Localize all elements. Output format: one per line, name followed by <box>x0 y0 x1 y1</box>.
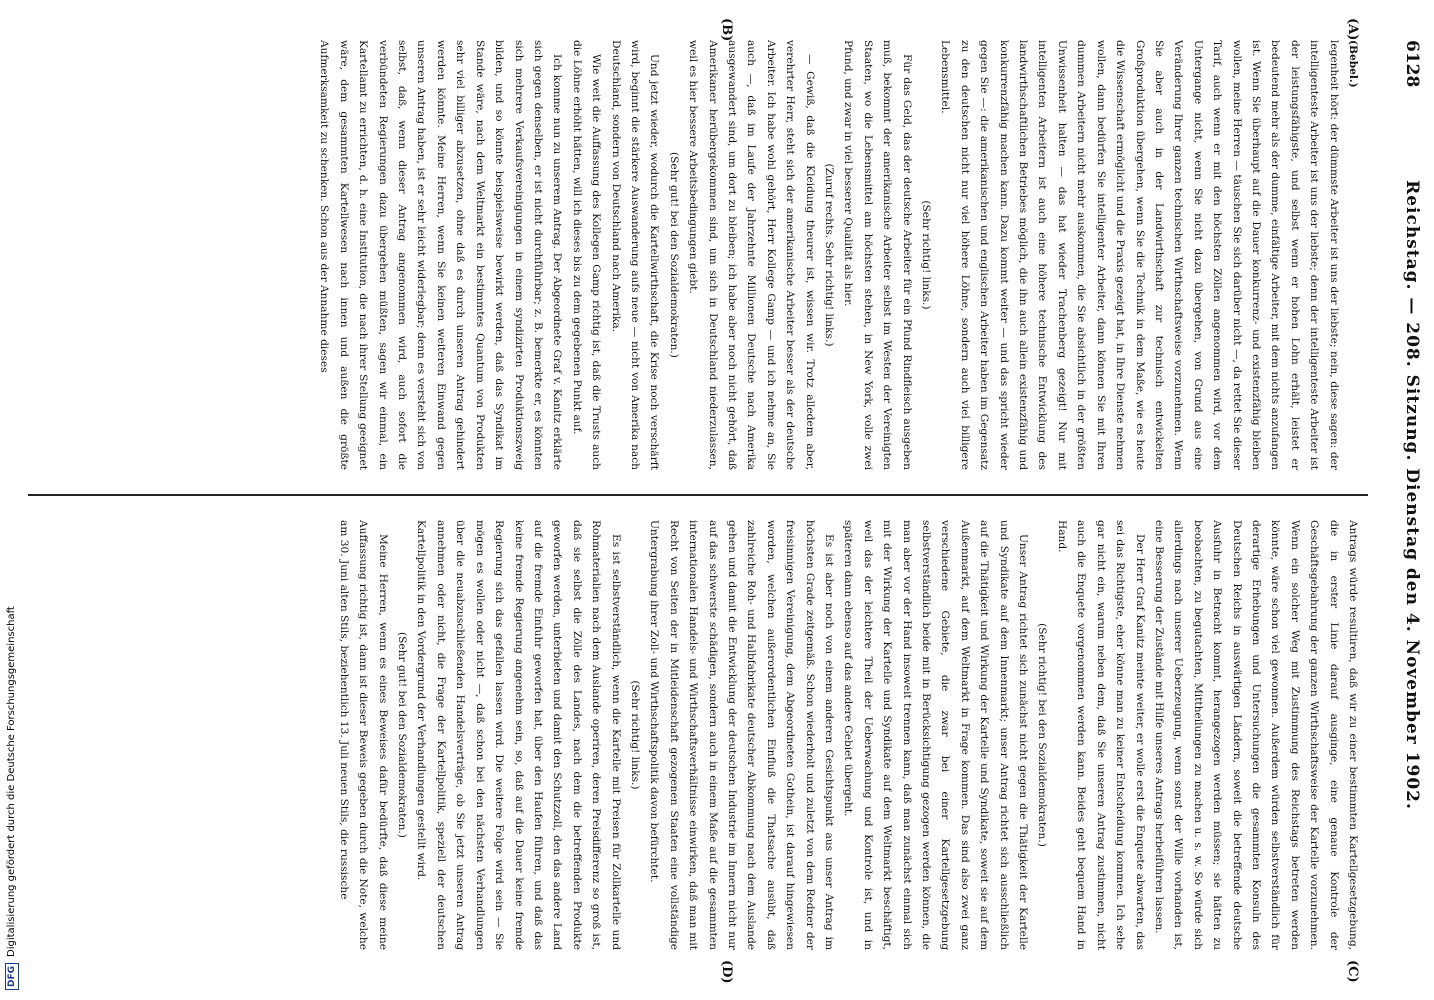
paragraph: Meine Herren, wenn es eines Beweises dafür bedürfte, daß diese meine Auffassung richtig ist, dann ist dieser Beweis gegeben durch die Note, welche am 30. Juni alten Stils, beziehentlich 13. Juli neuen Stils, die russische <box>337 520 389 950</box>
page-number: 6128 <box>1402 40 1422 88</box>
interjection: (Zuruf rechts. Sehr richtig! links.) <box>823 163 836 347</box>
left-column <box>37 40 1362 470</box>
interjection: (Sehr richtig! links.) <box>920 200 933 310</box>
speaker-name: (Bebel.) <box>1347 40 1359 88</box>
interjection: (Sehr richtig! bei den Sozialdemokraten.) <box>1036 623 1049 847</box>
paragraph: Es ist aber noch von einem anderen Gesichtspunkt aus unser Antrag im höchsten Grade zeitgemäß. Schon wiederholt und zuletzt von dem Redner der freisinnigen Vereinigung, dem Abgeordneten Gothein, ist darauf hingewiesen worden, welchen außerordentlichen Einfluß die Thatsache ausübt, daß zahlreiche Roh- und Halbfabrikate deutscher Abkommung nach dem Auslande gehen und damit die Entwicklung der deutschen Industrie im Innern nicht nur auf das schwerste schädigen, sondern auch in einem Maße auf die gesammten internationalen Handels- und Wirthschaftsverhältnisse einwirken, daß man mit Recht von Seiten der in Mitleidenschaft gezogenen Staaten eine vollständige Untergrabung ihrer Zoll- und Wirthschaftspolitik davon befürchtet. <box>648 520 836 950</box>
paragraph: Und jetzt wieder, wodurch die Kartellwirthschaft, die Krise noch verschärft wird, beginnt die stärkere Auswanderung aufs neue — nicht von Amerika nach Deutschland, sondern von Deutschland nach Amerika. <box>609 40 661 470</box>
margin-marker-a: (A) <box>1345 18 1360 41</box>
paragraph: Unser Antrag richtet sich zunächst nicht gegen die Thätigkeit der Kartelle und Syndikate auf dem Innenmarkt; unser Antrag richtet sich ausschließlich auf die Thätigkeit und Wirkung der Kartelle und Syndikate, soweit sie auf dem Außenmarkt, auf dem Weltmarkt in Frage kommen. Das sind also zwei ganz verschiedene Gebiete, die zwar bei einer Kartellgesetzgebung selbstverständlich beide mit in Berücksichtigung gezogen werden können, die man aber vor der Hand insoweit trennen kann, daß man zunächst einmal sich mit der Wirkung der Kartelle und Syndikate auf dem Weltmarkt beschäftigt, weil das der leichtere Theil der Ueberwachung und Kontrole ist, und in späteren dann ebenso auf das andere Gebiet übergeht. <box>842 520 1030 950</box>
digitization-note <box>2 0 22 1000</box>
paragraph: Wie weit die Auffassung des Kollegen Gamp richtig ist, daß die Trusts auch die Löhne erhöht hätten, will ich dieses bis zu dem gegebenen Punkt auf. <box>570 40 603 470</box>
column-divider <box>28 494 1368 496</box>
funding-note: Digitalisierung gefördert durch die Deutsche Forschungsgemeinschaft <box>6 606 17 957</box>
paragraph: legenheit hört: der dümmste Arbeiter ist uns der liebste; nein, diese sagen: der intelligenteste Arbeiter ist uns der liebste; denn der intelligenteste Arbeiter ist der leistungsfähigste, und selbst wenn er hohen Lohn erhält, leistet er bedeutend mehr als der dumme, einfältige Arbeiter, mit dem nichts anzufangen ist. Wenn Sie überhaupt auf die Dauer konkurrenz- und existenzfähig bleiben wollen, meine Herren — täuschen Sie sich darüber nicht —, da rettet Sie dieser Tarif, auch wenn er mit den höchsten Zöllen angenommen wird, vor dem Untergange nicht, wenn Sie nicht dazu übergehen, von Grund aus eine Veränderung Ihrer ganzen technischen Wirthschaftsweise vorzunehmen. Wenn Sie aber auch in der Landwirthschaft zur technisch entwickelten Großproduktion übergehen, wenn Sie die Technik in dem Maße, wie es heute die Wissenschaft ermöglicht und die Praxis gezeigt hat, in Ihre Dienste nehmen wollen, dann bedürfen Sie intelligenter Arbeiter, dann können Sie mit Ihren dummen Arbeitern nicht mehr auskommen, die Sie absichtlich in der größten Unwissenheit halten — das hat wieder Trachenberg gezeigt! Nur mit intelligenten Arbeitern ist auch eine höhere technische Entwicklung des landwirthschaftlichen Betriebes möglich, die ihn auch allein existenzfähig und konkurrenzfähig machen kann. Dazu kommt weiter — und das spricht wieder gegen Sie —: die amerikanischen und englischen Arbeiter haben im Gegensatz zu den deutschen nicht nur viel höhere Löhne, sondern auch viel billigere Lebensmittel. <box>939 40 1340 470</box>
margin-marker-d: (D) <box>719 960 734 984</box>
page-title: Reichstag. — 208. Sitzung. Dienstag den 4. November 1902. <box>1402 180 1422 810</box>
dfg-logo: DFG <box>5 963 19 990</box>
paragraph: Es ist selbstverständlich, wenn die Kartelle mit Preisen für Zollkartelle und Rohmaterialien nach dem Auslande operiren, deren Preisdifferenz so groß ist, daß sie selbst die Zölle des Landes, nach dem die betreffenden Produkte geworfen werden, unterbieten und damit den Schutzzoll, den das andere Land auf die fremde Einfuhr geworfen hat, über den Haufen führen, und daß das keine fremde Regierung angenehm sein, so, daß auf die Dauer keine fremde Regierung sich das gefallen lassen wird. Die weitere Folge wird sein — Sie mögen es wollen oder nicht —, daß schon bei den nächsten Verhandlungen über die neuabzuschließenden Handelsverträge, ob Sie jetzt unseren Antrag annehmen oder nicht, die Frage der Kartellpolitik, speziell der deutschen Kartellpolitik in den Vordergrund der Verhandlungen gestellt wird. <box>415 520 622 950</box>
paragraph: Ich komme nun zu unserem Antrag. Der Abgeordnete Graf v. Kanitz erklärte sich gegen denselben, er ist nicht durchführbar; z. B. bemerkte er, es könnten sich mehrere Verkaufsvereinigungen in einem syndizirten Produktionszweig bilden, und so könnte beispielsweise bewirkt werden, daß das Syndikat im Stande wäre, nach dem Weltmarkt ein bestimmtes Quantum von Produkten sehr viel billiger abzusetzen, ohne daß es durch unseren Antrag gehindert werden könnte. Meine Herren, wenn Sie keinen weiteren Einwand gegen unseren Antrag haben, ist er sehr leicht widerlegbar; denn es versteht sich von selbst, daß, wenn dieser Antrag angenommen wird, auch sofort die verbündeten Regierungen dazu übergehen müßten, sagen wir einmal, ein Kartellamt zu errichten, d. h. eine Institution, die nach ihrer Stellung geeignet wäre, dem gesammten Kartellwesen nach innen und außen die größte Aufmerksamkeit zu schenken. Schon aus der Annahme dieses <box>318 40 564 470</box>
interjection: (Sehr richtig! links.) <box>628 680 641 790</box>
page-header <box>1396 40 1426 950</box>
paragraph: Antrags würde resultiren, daß wir zu einer bestimmten Kartellgesetzgebung, die in erster Linie darauf ausginge, eine genaue Kontrole der Geschäftsgebahrung der ganzen Wirthschaftsweise der Kartelle vorzunehmen. Wenn ein solcher Weg mit Zustimmung des Reichstags betreten werden könnte, wäre schon viel gewonnen. Außerdem würden selbstverständlich für derartige Erhebungen und Untersuchungen die gesammten Konsuln des Deutschen Reichs in auswärtigen Ländern, soweit die betreffende deutsche Ausfuhr in Betracht kommt, herangezogen werden müssen; sie hätten zu beobachten, zu begutachten, Mittheilungen zu machen u. s. w. So würde sich allerdings nach unserer Ueberzeugung, wenn sonst der Wille vorhanden ist, eine Besserung der Zustände mit Hilfe unseres Antrags herbeiführen lassen. <box>1152 520 1359 950</box>
paragraph: Für das Geld, das der deutsche Arbeiter für ein Pfund Rindfleisch ausgeben muß, bekommt der amerikanische Arbeiter selbst im Westen der Vereinigten Staaten, wo die Lebensmittel am höchsten stehen, in New York, volle zwei Pfund, und zwar in viel besserer Qualität als hier. <box>842 40 913 470</box>
margin-marker-c: (C) <box>1345 960 1360 983</box>
margin-marker-b: (B) <box>719 18 734 42</box>
paragraph: Der Herr Graf Kanitz meinte weiter, er wolle erst die Enquete abwarten, das sei das Richtigste, eher könne man zu keiner Entscheidung kommen. Ich sehe gar nicht ein, warum neben dem, daß Sie unseren Antrag zustimmen, nicht auch die Enquete vorgenommen werden kann. Beides geht bequem Hand in Hand. <box>1055 520 1146 950</box>
interjection: (Sehr gut! bei den Sozialdemokraten.) <box>667 152 680 358</box>
interjection: (Sehr gut! bei den Sozialdemokraten.) <box>396 632 409 838</box>
paragraph: — Gewiß, daß die Kleidung theurer ist, wissen wir. Trotz alledem aber, verehrter Herr, steht sich der amerikanische Arbeiter besser als der deutsche Arbeiter. Ich habe wohl gehört, Herr Kollege Gamp — und ich nehme an, Sie auch —, daß im Laufe der Jahrzehnte Millionen Deutsche nach Amerika ausgewandert sind, um dort zu bleiben; ich habe aber noch nicht gehört, daß Amerikaner herübergekommen sind, um sich in Deutschland niederzulassen, weil es hier bessere Arbeitsbedingungen giebt. <box>687 40 816 470</box>
right-column <box>37 520 1362 950</box>
